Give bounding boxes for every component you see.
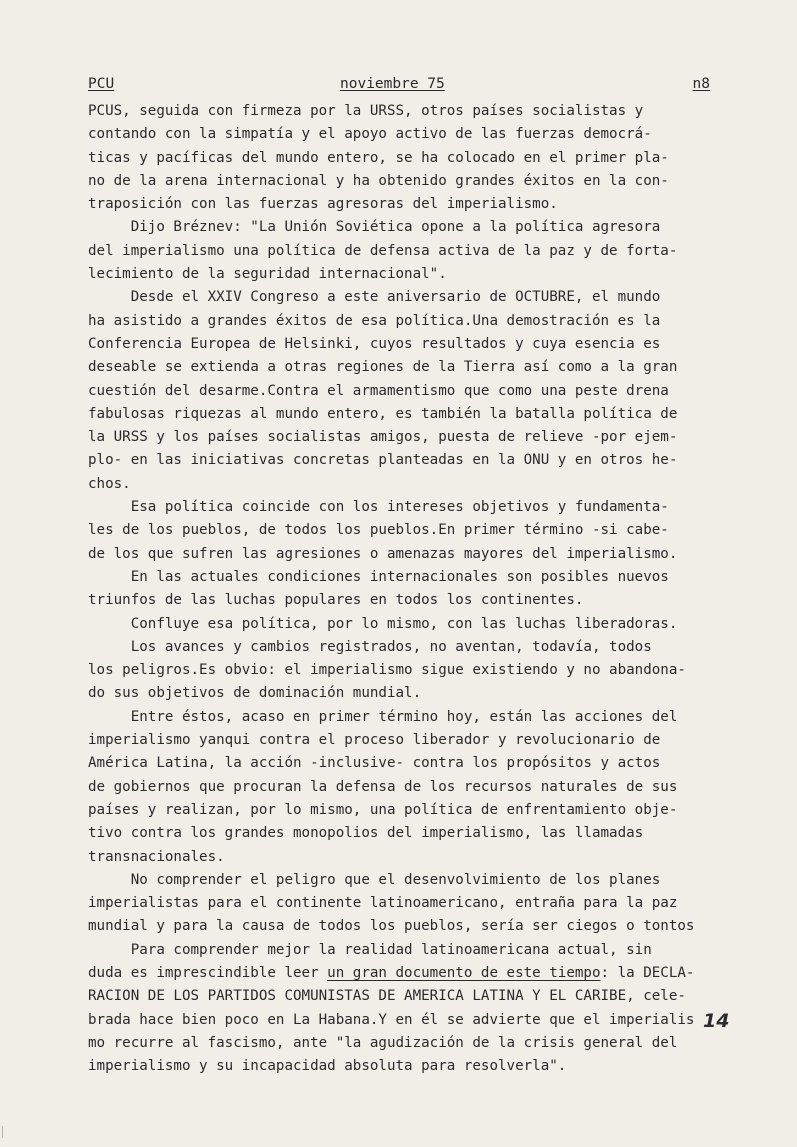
text-line: tivo contra los grandes monopolios del imperialismo, las llamadas [88,825,644,842]
text-line: mo recurre al fascismo, ante "la agudización de la crisis general del [88,1034,678,1051]
line-text-post: : la DECLA- [600,964,695,981]
text-line: ticas y pacíficas del mundo entero, se ha colocado en el primer pla- [88,149,669,166]
text-line: América Latina, la acción -inclusive- contra los propósitos y actos [88,755,661,772]
text-line: de los que sufren las agresiones o amenazas mayores del imperialismo. [88,545,678,562]
text-line: de gobiernos que procuran la defensa de los recursos naturales de sus [88,778,678,795]
text-line: transnacionales. [88,848,225,865]
text-line: la URSS y los países socialistas amigos, puesta de relieve -por ejem- [88,429,678,446]
page-header [88,74,710,94]
text-line: contando con la simpatía y el apoyo activo de las fuerzas democrá- [88,126,652,143]
text-line: Conferencia Europea de Helsinki, cuyos resultados y cuya esencia es [88,335,661,352]
text-line: brada hace bien poco en La Habana.Y en él se advierte que el imperialis [88,1011,695,1028]
text-line: En las actuales condiciones internacionales son posibles nuevos [88,568,669,585]
header-issue-number: n8 [692,76,710,92]
text-line: traposición con las fuerzas agresoras del imperialismo. [88,196,558,213]
header-date: noviembre 75 [340,76,445,92]
text-line: PCUS, seguida con firmeza por la URSS, otros países socialistas y [88,103,644,119]
text-line: plo- en las iniciativas concretas planteadas en la ONU y en otros he- [88,452,678,469]
text-line: RACION DE LOS PARTIDOS COMUNISTAS DE AMERICA LATINA Y EL CARIBE, cele- [88,988,686,1005]
text-line: do sus objetivos de dominación mundial. [88,685,422,702]
underlined-phrase: un gran documento de este tiempo [327,964,601,981]
text-line: ha asistido a grandes éxitos de esa política.Una demostración es la [88,312,661,329]
text-line: les de los pueblos, de todos los pueblos.En primer término -si cabe- [88,522,669,539]
scan-edge-mark [2,1126,7,1138]
body-text [88,100,694,1078]
text-line: Para comprender mejor la realidad latinoamericana actual, sin [88,941,652,958]
text-line: Esa política coincide con los intereses objetivos y fundamenta- [88,499,669,516]
text-line: del imperialismo una política de defensa activa de la paz y de forta- [88,242,678,259]
text-line: cuestión del desarme.Contra el armamentismo que como una peste drena [88,382,669,399]
text-line: no de la arena internacional y ha obtenido grandes éxitos en la con- [88,172,669,189]
text-line: No comprender el peligro que el desenvolvimiento de los planes [88,871,661,888]
text-line: los peligros.Es obvio: el imperialismo sigue existiendo y no abandona- [88,662,686,679]
text-line: Dijo Bréznev: "La Unión Soviética opone a la política agresora [88,219,661,236]
text-line: deseable se extienda a otras regiones de la Tierra así como a la gran [88,359,678,376]
text-line: lecimiento de la seguridad internacional". [88,266,447,283]
text-line: imperialismo yanqui contra el proceso liberador y revolucionario de [88,732,661,749]
text-line: Confluye esa política, por lo mismo, con las luchas liberadoras. [88,615,678,632]
text-line: Desde el XXIV Congreso a este aniversario de OCTUBRE, el mundo [88,289,661,306]
text-line: Entre éstos, acaso en primer término hoy, están las acciones del [88,708,678,725]
text-line: triunfos de las luchas populares en todos los continentes. [88,592,584,609]
header-publication: PCU [88,76,115,92]
text-line: fabulosas riquezas al mundo entero, es también la batalla política de [88,405,678,422]
text-line: Los avances y cambios registrados, no aventan, todavía, todos [88,638,652,655]
text-line: mundial y para la causa de todos los pueblos, sería ser ciegos o tontos [88,918,695,935]
line-text-pre: duda es imprescindible leer [88,964,328,981]
page-number: 14 [703,1010,730,1032]
text-line: países y realizan, por lo mismo, una política de enfrentamiento obje- [88,801,678,818]
text-line: imperialistas para el continente latinoamericano, entraña para la paz [88,895,678,912]
text-line [88,962,694,985]
text-line: imperialismo y su incapacidad absoluta para resolverla". [88,1058,567,1075]
text-line: chos. [88,475,131,492]
